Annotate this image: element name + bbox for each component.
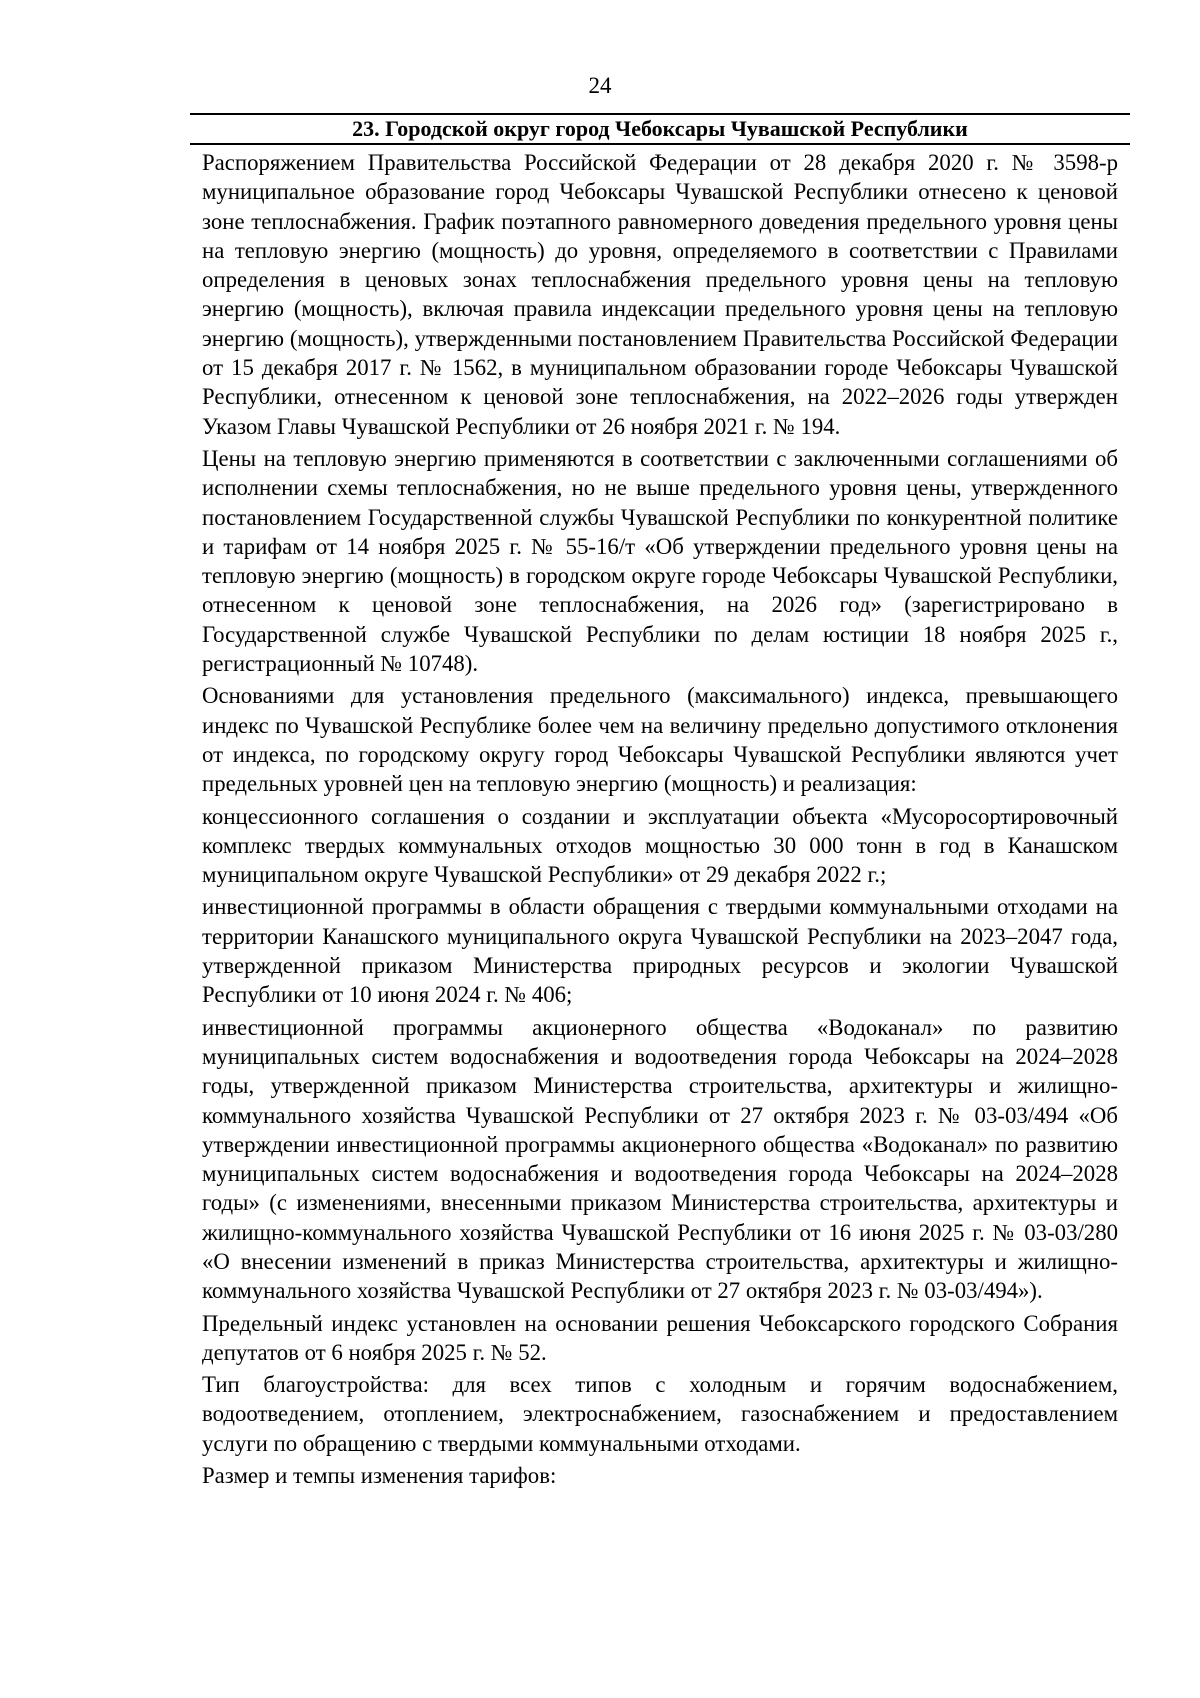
paragraph-improvement-type: Тип благоустройства: для всех типов с холодным и горячим водоснабжением, водоотведением, отоплением, электроснабжением, газоснабжением и предоставлением услуги по обращению с твердыми коммунальными отходами. xyxy=(202,1372,1118,1456)
document-body xyxy=(202,148,1118,1493)
paragraph-tariff-changes: Размер и темпы изменения тарифов: xyxy=(202,1463,557,1489)
paragraph-council-decision: Предельный индекс установлен на основании решения Чебоксарского городского Собрания депутатов от 6 ноября 2025 г. № 52. xyxy=(202,1310,1118,1365)
paragraph-index-grounds: Основаниями для установления предельного (максимального) индекса, превышающего индекс по Чувашской Республике более чем на величину предельно допустимого отклонения от индекса, по городскому округу город Чебоксары Чувашской Республики являются учет предельных уровней цен на тепловую энергию (мощность) и реализация: xyxy=(202,683,1118,797)
paragraph-waste-investment-program: инвестиционной программы в области обращения с твердыми коммунальными отходами на территории Канашского муниципального округа Чувашской Республики на 2023–2047 года, утвержденной приказом Министерства природных ресурсов и экологии Чувашской Республики от 10 июня 2024 г. № 406; xyxy=(202,894,1118,1008)
page-number: 24 xyxy=(588,73,612,98)
paragraph-heat-zone-decree: Распоряжением Правительства Российской Федерации от 28 декабря 2020 г. № 3598-р муниципальное образование город Чебоксары Чувашской Республики отнесено к ценовой зоне теплоснабжения. График поэтапного равномерного доведения предельного уровня цены на тепловую энергию (мощность) до уровня, определяемого в соответствии с Правилами определения в ценовых зонах теплоснабжения предельного уровня цены на тепловую энергию (мощность), включая правила индексации предельного уровня цены на тепловую энергию (мощность), утвержденными постановлением Правительства Российской Федерации от 15 декабря 2017 г. № 1562, в муниципальном образовании городе Чебоксары Чувашской Республики, отнесенном к ценовой зоне теплоснабжения, на 2022–2026 годы утвержден Указом Главы Чувашской Республики от 26 ноября 2021 г. № 194. xyxy=(202,150,1118,439)
paragraph-heat-prices: Цены на тепловую энергию применяются в соответствии с заключенными соглашениями об исполнении схемы теплоснабжения, но не выше предельного уровня цены, утвержденного постановлением Государственной службы Чувашской Республики по конкурентной политике и тарифам от 14 ноября 2025 г. № 55-16/т «Об утверждении предельного уровня цены на тепловую энергию (мощность) в городском округе городе Чебоксары Чувашской Республики, отнесенном к ценовой зоне теплоснабжения, на 2026 год» (зарегистрировано в Государственной службе Чувашской Республики по делам юстиции 18 ноября 2025 г., регистрационный № 10748). xyxy=(202,445,1118,677)
section-heading-box xyxy=(190,113,1130,145)
section-heading: 23. Городской округ город Чебоксары Чувашской Республики xyxy=(352,116,968,141)
paragraph-vodokanal-investment-program: инвестиционной программы акционерного общества «Водоканал» по развитию муниципальных систем водоснабжения и водоотведения города Чебоксары на 2024–2028 годы, утвержденной приказом Министерства строительства, архитектуры и жилищно-коммунального хозяйства Чувашской Республики от 27 октября 2023 г. № 03-03/494 «Об утверждении инвестиционной программы акционерного общества «Водоканал» по развитию муниципальных систем водоснабжения и водоотведения города Чебоксары на 2024–2028 годы» (с изменениями, внесенными приказом Министерства строительства, архитектуры и жилищно-коммунального хозяйства Чувашской Республики от 16 июня 2025 г. № 03-03/280 «О внесении изменений в приказ Министерства строительства, архитектуры и жилищно-коммунального хозяйства Чувашской Республики от 27 октября 2023 г. № 03-03/494»). xyxy=(202,1014,1118,1304)
paragraph-concession-agreement: концессионного соглашения о создании и эксплуатации объекта «Мусоросортировочный комплекс твердых коммунальных отходов мощностью 30 000 тонн в год в Канашском муниципальном округе Чувашской Республики» от 29 декабря 2022 г.; xyxy=(202,803,1118,888)
